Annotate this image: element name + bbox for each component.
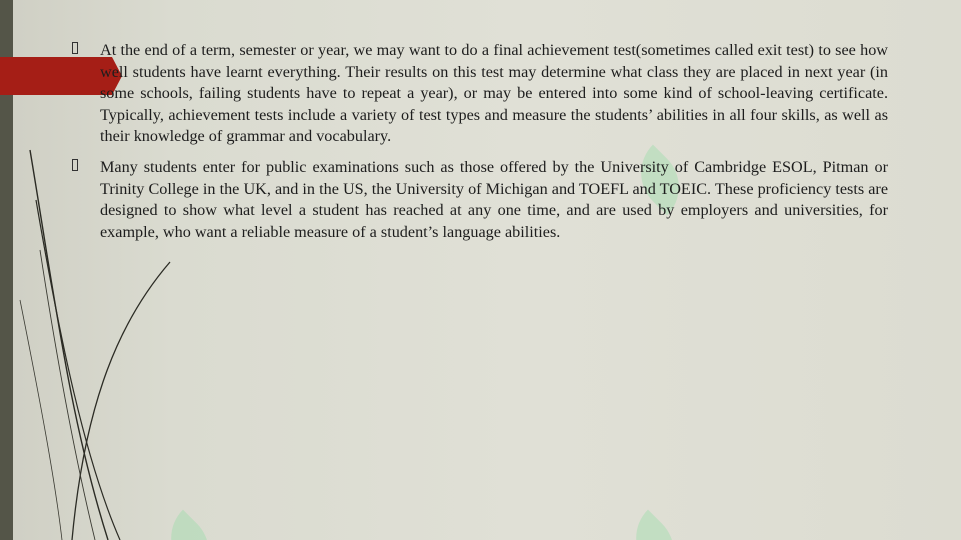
paragraph-public-examinations: Many students enter for public examinations such as those offered by the University of Cambridge ESOL, Pitman or Trinity College in the UK, and in the US, the University of Michigan and TOEFL and TOEIC. These proficiency tests are designed to show what level a student has reached at any one time, and are used by employers and universities, for example, who want a reliable measure of a student’s language abilities.: [100, 157, 888, 241]
list-item: [72, 157, 888, 243]
square-bullet-icon: [72, 159, 78, 171]
list-item: [72, 40, 888, 148]
bullet-list: [72, 40, 888, 252]
paragraph-achievement-test: At the end of a term, semester or year, we may want to do a final achievement test(sometimes called exit test) to see how well students have learnt everything. Their results on this test may determine what class they are placed in next year (in some schools, failing students have to repeat a year), or may be entered into some kind of school-leaving certificate. Typically, achievement tests include a variety of test types and measure the students’ abilities in all four skills, as well as their knowledge of grammar and vocabulary.: [100, 41, 888, 146]
square-bullet-icon: [72, 42, 78, 54]
